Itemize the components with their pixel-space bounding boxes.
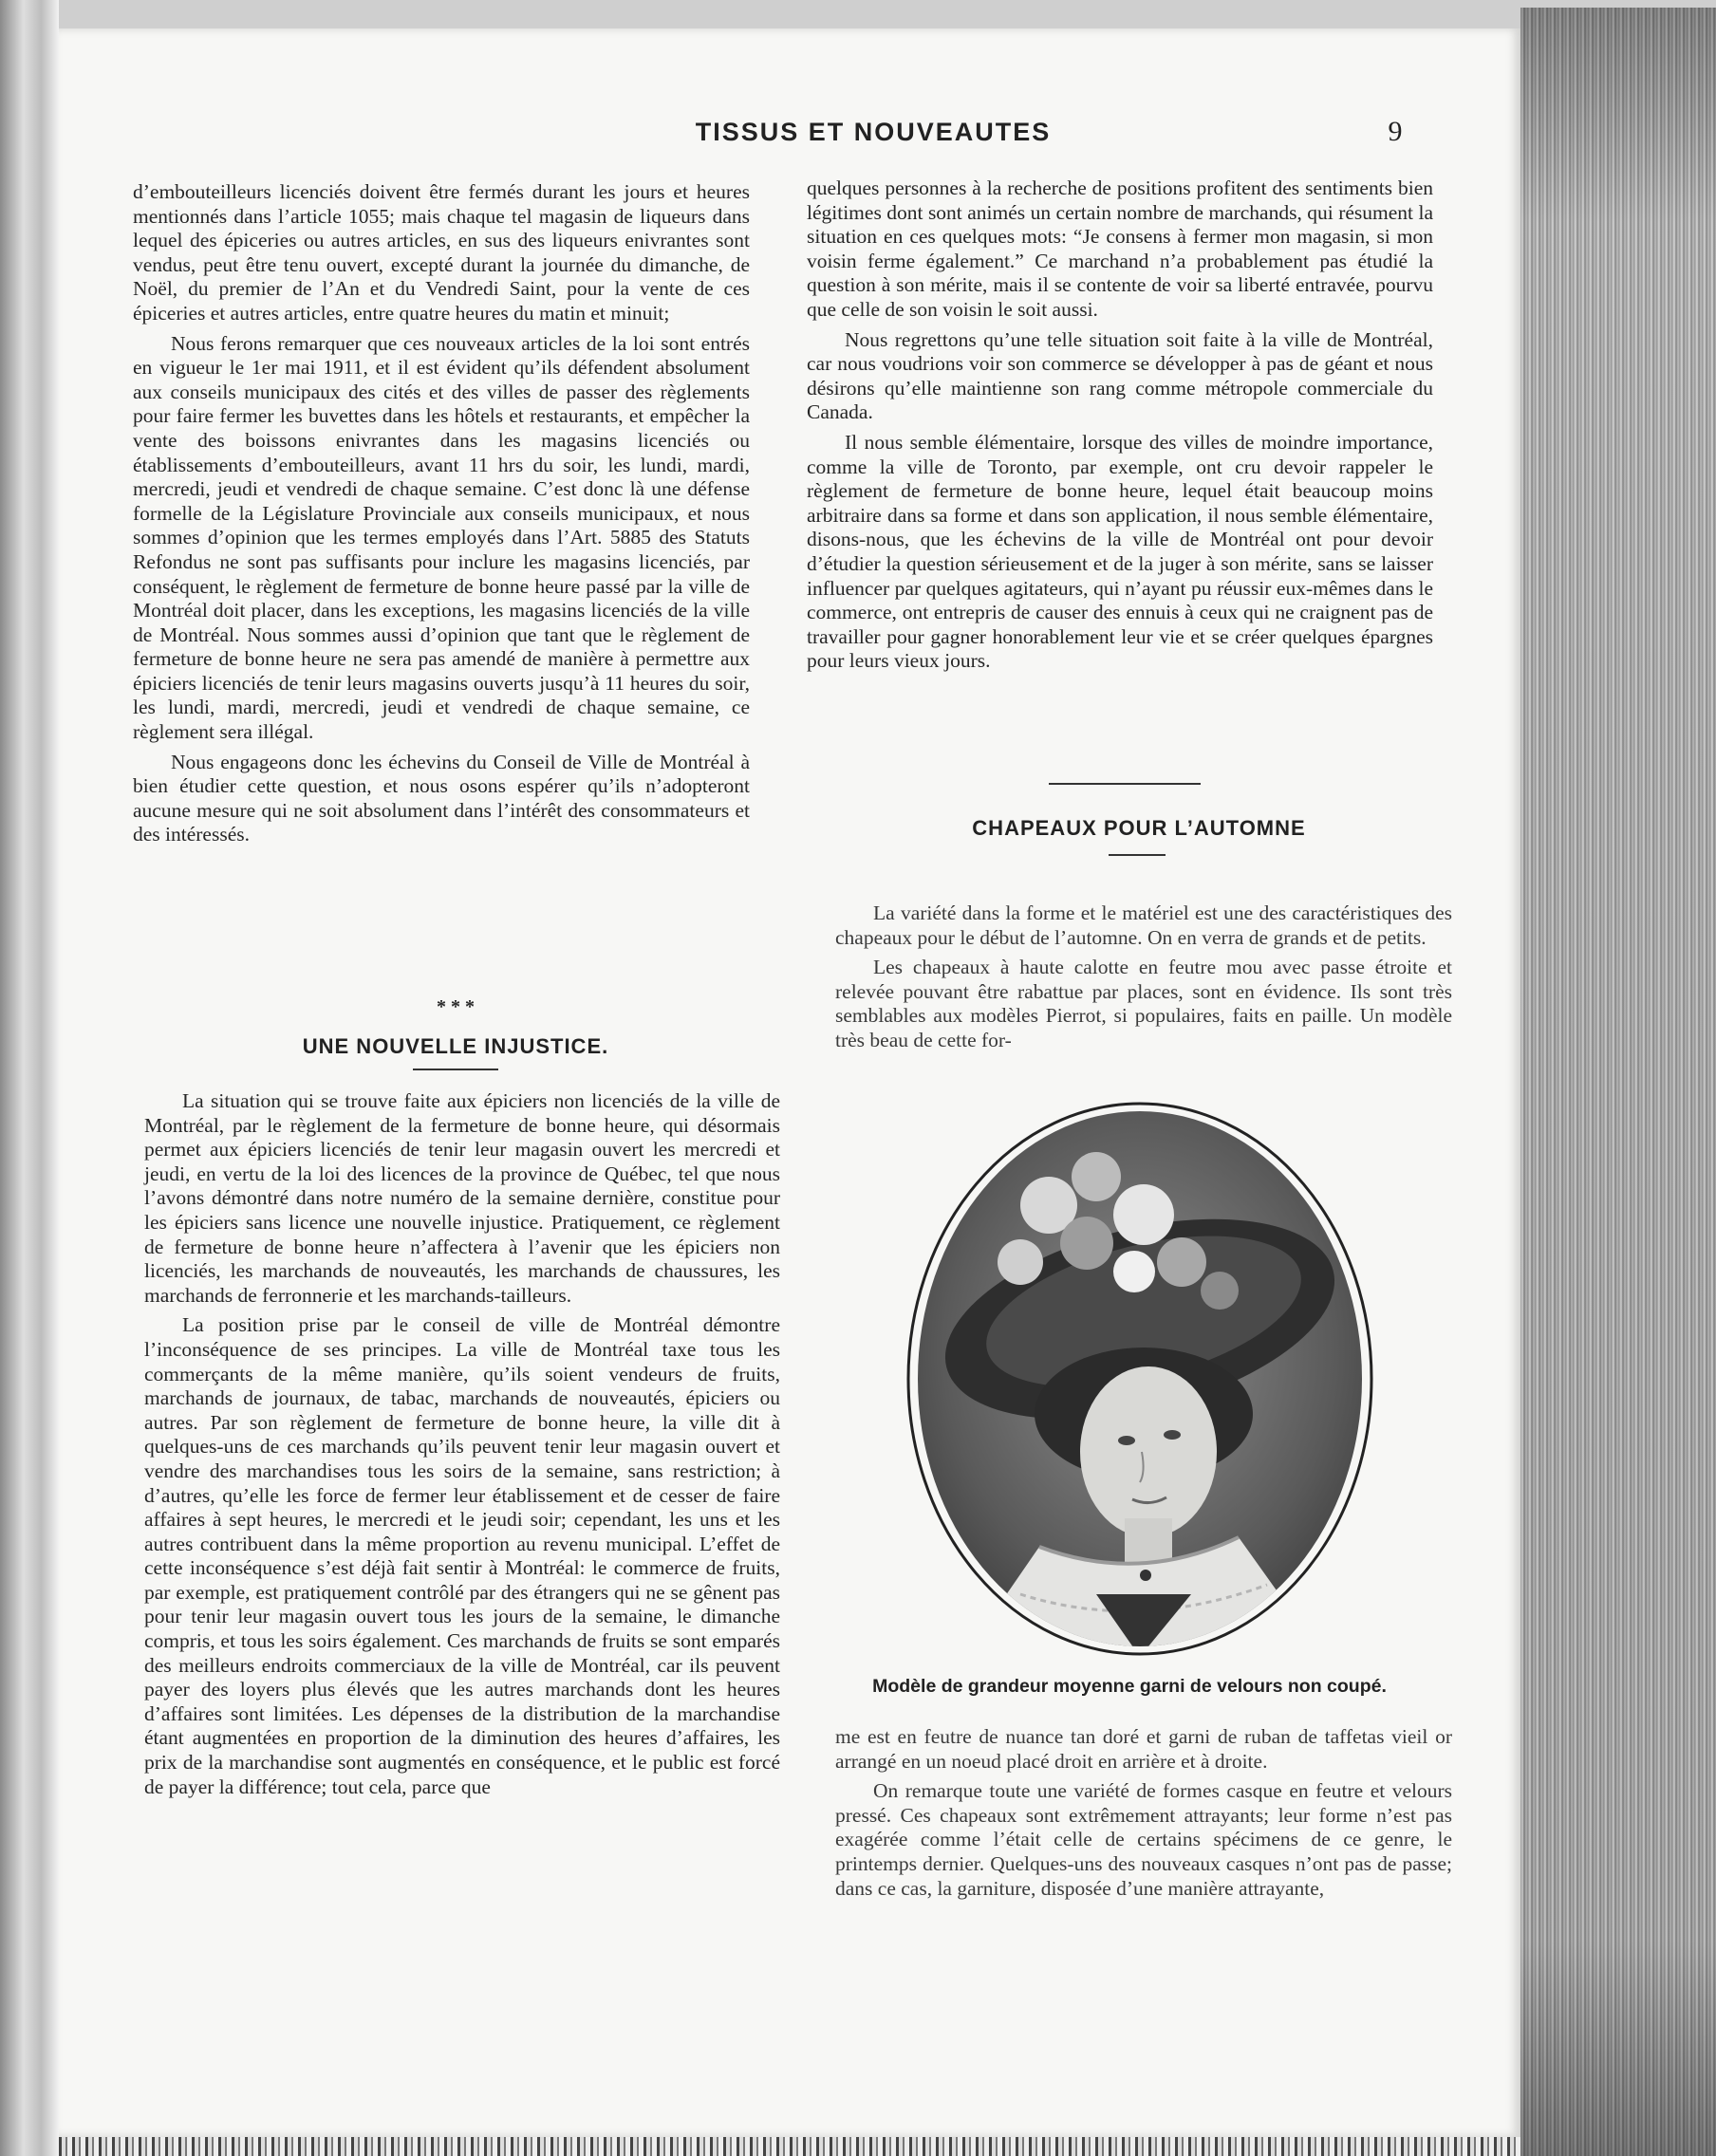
paragraph: Les chapeaux à haute calotte en feutre mou avec passe étroite et relevée pouvant être rabattue par places, sont en évidence. Ils sont très semblables aux modèles Pierrot, si populaires, faits en paille. Un modèle très beau de cette for-	[835, 956, 1452, 1051]
paragraph: La situation qui se trouve faite aux épiciers non licenciés de la ville de Montréal, par le règlement de la fermeture de bonne heure, qui désormais permet aux épiciers licenciés de tenir leur magasin ouvert les mercredi et jeudi, en vertu de la loi des licences de la province de Québec, tel que nous l’avons démontré dans notre numéro de la semaine dernière, constitue pour les épiciers sans licence une nouvelle injustice. Pratiquement, ce règlement de fermeture de bonne heure n’affectera à l’avenir que les épiciers non licenciés, les marchands de nouveautés, les marchands de chaussures, les marchands de ferronnerie et les marchands-tailleurs.	[144, 1089, 780, 1307]
paragraph: d’embouteilleurs licenciés doivent être fermés durant les jours et heures mentionnés dans l’article 1055; mais chaque tel magasin de liqueurs dans lequel des épiceries ou autres articles, en sus des liqueurs enivrantes sont vendus, peut être tenu ouvert, excepté durant la journée du dimanche, de Noël, du premier de l’An et du Vendredi Saint, pour la vente de ces épiceries et autres articles, entre quatre heures du matin et minuit;	[133, 180, 750, 325]
paragraph: quelques personnes à la recherche de positions profitent des sentiments bien légitimes dont sont animés un certain nombre de marchands, qui résument la situation en ces quelques mots: “Je consens à fermer mon magasin, si mon voisin ferme également.” Ce marchand n’a probablement pas étudié la question à son mérite, mais il se contente de voir sa liberté entravée, pourvu que celle de son voisin le soit aussi.	[807, 177, 1433, 321]
paragraph: Nous engageons donc les échevins du Conseil de Ville de Montréal à bien étudier cette question, et nous osons espérer qu’ils n’adopteront aucune mesure qui ne soit absolument dans l’intérêt des consommateurs et des intéressés.	[133, 750, 750, 846]
heading-underline	[413, 1069, 498, 1070]
heading-underline	[1109, 854, 1166, 856]
right-column-chapeaux-intro	[835, 901, 1452, 1059]
paragraph: La position prise par le conseil de ville de Montréal démontre l’inconséquence de ses principes. La ville de Montréal taxe tous les commerçants de la même manière, qu’ils soient vendeurs de fruits, marchands de journaux, de tabac, marchands de nouveautés, épiciers ou autres. Par son règlement de fermeture de bonne heure, la ville dit à quelques-uns de ces marchands qu’ils peuvent tenir leur magasin ouvert et vendre des marchandises tous les soirs de la semaine, sans restriction; à d’autres, qu’elle les force de fermer leur établissement et de cesser de faire affaires à sept heures, le mercredi et le jeudi soir; cependant, les uns et les autres contribuent dans la même proportion au revenu municipal. L’effet de cette inconséquence s’est déjà fait sentir à Montréal: le commerce de fruits, par exemple, est pratiquement contrôlé par des étrangers qui ne se gênent pas pour tenir leur magasin ouvert tous les jours de la semaine, le dimanche compris, et tous les soirs également. Ces marchands de fruits se sont emparés des meilleurs endroits commerciaux de la ville de Montréal, car ils peuvent payer des loyers plus élevés que les autres marchands dont les heures d’affaires sont limitées. Les dépenses de la distribution de la marchandise étant augmentées en proportion de la diminution des heures d’affaires, les prix de la marchandise sont augmentés en conséquence, et le public est forcé de payer la différence; tout cela, parce que	[144, 1313, 780, 1798]
paragraph: La variété dans la forme et le matériel est une des caractéristiques des chapeaux pour le début de l’automne. On en verra de grands et de petits.	[835, 901, 1452, 949]
paragraph: me est en feutre de nuance tan doré et garni de ruban de taffetas vieil or arrangé en un noeud placé droit en arrière et à droite.	[835, 1725, 1452, 1773]
heading-chapeaux-pour-l-automne: CHAPEAUX POUR L’AUTOMNE	[972, 816, 1306, 840]
paragraph: On remarque toute une variété de formes casque en feutre et velours pressé. Ces chapeaux sont extrêmement attrayants; leur forme n’est pas exagérée comme l’était celle de certains spécimens de ce genre, le printemps dernier. Quelques-uns des nouveaux casques n’ont pas de passe; dans ce cas, la garniture, disposée d’une manière attrayante,	[835, 1779, 1452, 1900]
left-column-top	[133, 180, 750, 853]
running-head-title: TISSUS ET NOUVEAUTES	[695, 118, 1052, 146]
portrait-caption: Modèle de grandeur moyenne garni de velours non coupé.	[872, 1676, 1387, 1697]
book-bottom-edge	[59, 2137, 1520, 2156]
book-left-edge	[0, 0, 59, 2156]
book-page-stack	[1520, 8, 1716, 2156]
right-column-chapeaux-continued	[835, 1725, 1452, 1906]
right-column-top	[807, 177, 1433, 679]
section-separator-stars: * * *	[437, 996, 475, 1017]
page-number: 9	[1388, 116, 1403, 147]
paragraph: Nous ferons remarquer que ces nouveaux articles de la loi sont entrés en vigueur le 1er mai 1911, et il est évident qu’ils défendent absolument aux conseils municipaux des cités et des villes de passer des règlements pour faire fermer les buvettes dans les hôtels et restaurants, et empêcher la vente des boissons enivrantes dans les magasins licenciés ou établissements d’embouteilleurs, avant 11 hrs du soir, les lundi, mardi, mercredi, jeudi et vendredi de chaque semaine. C’est donc là une défense formelle de la Législature Provinciale aux conseils municipaux, et nous sommes d’opinion que les termes employés dans l’Art. 5885 des Statuts Refondus ne sont pas suffisants pour inclure les magasins licenciés, par conséquent, le règlement de fermeture de bonne heure passé par la ville de Montréal doit placer, dans les exceptions, les magasins licenciés de la ville de Montréal. Nous sommes aussi d’opinion que tant que le règlement de fermeture de bonne heure ne sera pas amendé de manière à permettre aux épiciers licenciés de tenir leurs magasins ouverts jusqu’à 11 heures du soir, les lundi, mardi, mercredi, jeudi et vendredi de chaque semaine, ce règlement sera illégal.	[133, 331, 750, 744]
left-column-article-injustice	[144, 1089, 780, 1805]
paragraph: Il nous semble élémentaire, lorsque des villes de moindre importance, comme la ville de Toronto, par exemple, ont cru devoir rappeler le règlement de fermeture de bonne heure, lequel était beaucoup moins arbitraire dans sa forme et dans son application, il nous semble élémentaire, disons-nous, que les échevins de la ville de Montréal ont pour devoir d’étudier la question sérieusement et de la juger à son mérite, sans se laisser influencer par quelques agitateurs, qui n’ayant pu réussir eux-mêmes dans le commerce, ont entrepris de causer des ennuis à ceux qui ne craignent pas de travailler pour gagner honorablement leur vie et se créer quelques épargnes pour leurs vieux jours.	[807, 430, 1433, 673]
section-rule	[1049, 783, 1201, 785]
portrait-image	[906, 1101, 1373, 1657]
heading-une-nouvelle-injustice: UNE NOUVELLE INJUSTICE.	[302, 1034, 609, 1058]
hat-portrait-illustration	[906, 1101, 1373, 1657]
paragraph: Nous regrettons qu’une telle situation soit faite à la ville de Montréal, car nous voudrions voir son commerce se développer à pas de géant et nous désirons qu’elle maintienne son rang comme métropole commerciale du Canada.	[807, 327, 1433, 424]
